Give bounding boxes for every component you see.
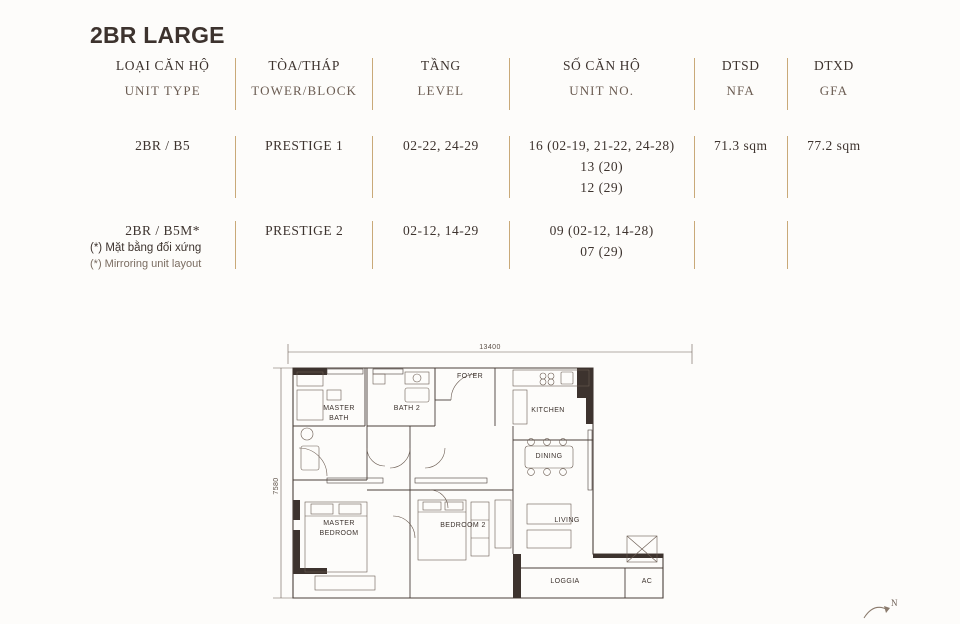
furniture-living [495, 500, 571, 548]
page-title: 2BR LARGE [90, 22, 225, 48]
cell-unit-no: 09 (02-12, 14-28) 07 (29) [549, 222, 654, 259]
dimension-left-label: 7580 [273, 477, 280, 495]
room-label-bath2: BATH 2 [393, 405, 421, 412]
cell-unit-no: 16 (02-19, 21-22, 24-28) 13 (20) 12 (29) [528, 138, 675, 195]
room-label-living: LIVING [554, 517, 580, 524]
furniture-bath2 [373, 372, 429, 402]
furniture-master-bath [297, 372, 341, 476]
cell-nfa: 71.3 sqm [713, 138, 768, 153]
room-label-bedroom2: BEDROOM 2 [440, 522, 486, 529]
room-label-ac: AC [641, 578, 653, 585]
header-cell-tower: TÒA/THÁP TOWER/BLOCK [251, 58, 358, 98]
room-label-master-bed-2: BEDROOM [319, 530, 359, 537]
header-cell-unit-no: SỐ CĂN HỘ UNIT NO. [562, 58, 641, 98]
header-cell-level: TẦNG LEVEL [417, 58, 465, 98]
room-label-loggia: LOGGIA [550, 578, 580, 585]
column-divider [787, 221, 788, 269]
cell-level: 02-12, 14-29 [402, 222, 479, 238]
column-divider [694, 221, 695, 269]
header-cell-nfa: DTSD NFA [721, 58, 760, 98]
table-row [90, 128, 880, 213]
floor-plan [255, 330, 715, 615]
dimension-top-label: 13400 [479, 344, 501, 351]
room-label-master-bath-1: MASTER [323, 405, 355, 412]
header-cell-gfa: DTXD GFA [813, 58, 854, 98]
furniture-master-bed [305, 502, 375, 590]
room-label-dining: DINING [535, 453, 563, 460]
cell-unit-type: 2BR / B5M* [125, 222, 201, 238]
cell-unit-type: 2BR / B5 [135, 138, 191, 153]
footnote-vn: (*) Mặt bằng đối xứng [90, 242, 202, 254]
unit-spec-table [90, 58, 880, 283]
header-cell-unit-type: LOẠI CĂN HỘ UNIT TYPE [115, 58, 210, 98]
ac-platform [627, 536, 657, 562]
cell-level: 02-22, 24-29 [402, 138, 479, 153]
table-row [90, 213, 880, 283]
cell-gfa: 77.2 sqm [807, 138, 861, 153]
compass-label: N [891, 598, 898, 608]
footnote-en: (*) Mirroring unit layout [90, 258, 202, 270]
room-label-foyer: FOYER [456, 373, 484, 380]
furniture-bedroom2-bed [418, 500, 489, 560]
footnote [90, 242, 201, 270]
door-swings [367, 374, 477, 538]
room-label-kitchen: KITCHEN [531, 407, 565, 414]
cell-tower: PRESTIGE 2 [265, 222, 344, 238]
compass-icon [860, 596, 900, 624]
table-header-row [90, 58, 880, 110]
cell-tower: PRESTIGE 1 [265, 138, 344, 153]
room-label-master-bath-2: BATH [329, 415, 349, 422]
room-label-master-bed-1: MASTER [323, 520, 355, 527]
